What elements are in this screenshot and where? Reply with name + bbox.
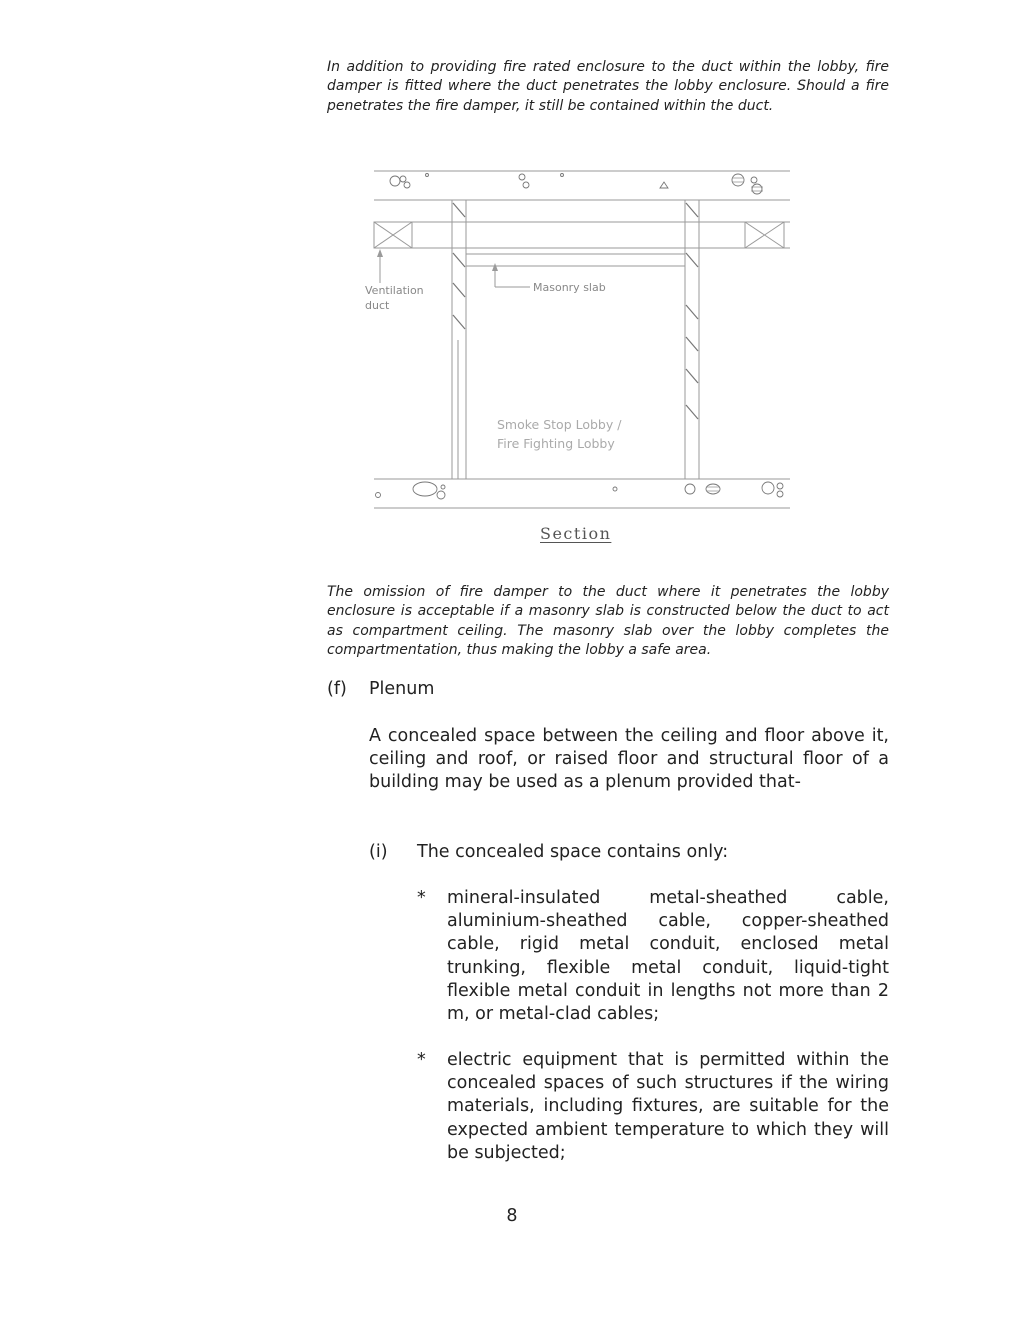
section-f-marker: (f) xyxy=(327,679,347,699)
duct-label-line1: Ventilation xyxy=(365,284,424,297)
item-i-marker: (i) xyxy=(369,842,388,862)
lobby-label-line1: Smoke Stop Lobby / xyxy=(497,417,622,432)
intro-paragraph: In addition to providing fire rated enclosure to the duct within the lobby, fire damper is fitted where the duct penetrates the lobby enclosure. Should a fire penetrates the fire damper, it still be contained within the duct. xyxy=(327,59,889,114)
figure-caption: Section xyxy=(540,524,612,543)
section-diagram xyxy=(360,165,800,520)
section-f-paragraph: A concealed space between the ceiling and floor above it, ceiling and roof, or raised floor and structural floor of a building may be used as a plenum provided that- xyxy=(369,726,889,793)
omission-paragraph: The omission of fire damper to the duct where it penetrates the lobby enclosure is acceptable if a masonry slab is constructed below the duct to act as compartment ceiling. The masonry slab over the lobby completes the compartmentation, thus making the lobby a safe area. xyxy=(327,584,889,659)
bullet-text: mineral-insulated metal-sheathed cable, aluminium-sheathed cable, copper-sheathed cable, rigid metal conduit, enclosed metal trunking, flexible metal conduit, liquid-tight flexible metal conduit in lengths not more than 2 m, or metal-clad cables; xyxy=(447,888,889,1025)
masonry-slab-label: Masonry slab xyxy=(533,281,606,294)
bullet-marker: * xyxy=(417,888,426,908)
lobby-label-line2: Fire Fighting Lobby xyxy=(497,436,615,451)
page-number: 8 xyxy=(506,1206,518,1226)
duct-label-line2: duct xyxy=(365,299,390,312)
bullet-marker: * xyxy=(417,1050,426,1070)
item-i-text: The concealed space contains only: xyxy=(417,842,729,862)
section-f-heading: Plenum xyxy=(369,679,435,699)
bullet-text: electric equipment that is permitted within the concealed spaces of such structures if the wiring materials, including fixtures, are suitable for the expected ambient temperature to which they will be subjected; xyxy=(447,1050,889,1163)
